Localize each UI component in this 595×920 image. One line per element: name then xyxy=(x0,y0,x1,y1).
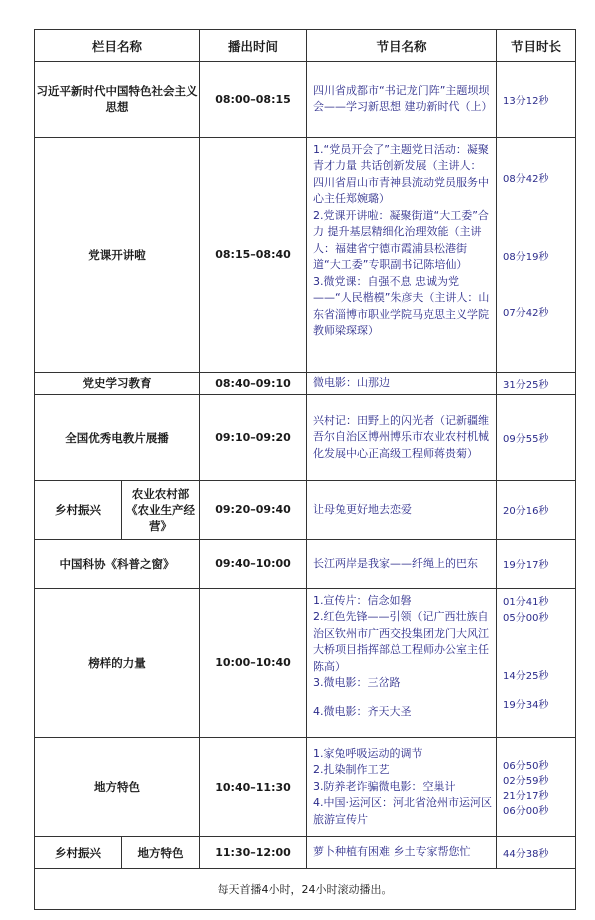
program-item: 2.扎染制作工艺 xyxy=(313,763,390,777)
table-row xyxy=(35,481,576,539)
duration: 05分00秒 xyxy=(503,612,549,624)
table-row xyxy=(35,373,576,395)
program-list xyxy=(307,588,497,737)
duration: 08分19秒 xyxy=(503,251,549,263)
duration-list xyxy=(497,137,576,372)
duration-list xyxy=(497,588,576,737)
duration: 01分41秒 xyxy=(503,596,549,608)
header-duration: 节目时长 xyxy=(497,30,576,62)
footer-note: 每天首播4小时，24小时滚动播出。 xyxy=(35,868,576,909)
duration: 19分34秒 xyxy=(503,699,549,711)
column-name: 乡村振兴 xyxy=(35,481,122,539)
duration: 13分12秒 xyxy=(497,62,576,137)
column-name: 党史学习教育 xyxy=(35,373,200,395)
header-program: 节目名称 xyxy=(307,30,497,62)
program-item: 3.微电影：三岔路 xyxy=(313,676,401,690)
table-row xyxy=(35,539,576,588)
air-time: 11:30–12:00 xyxy=(200,837,307,868)
column-name: 乡村振兴 xyxy=(35,837,122,868)
table-row xyxy=(35,62,576,137)
duration: 08分42秒 xyxy=(503,173,549,185)
program-item: 3.微党课：自强不息 忠诚为党——“人民楷模”朱彦夫（主讲人：山东省淄博市职业学院马克思主义学院教师梁琛琛） xyxy=(313,274,490,338)
air-time: 09:10–09:20 xyxy=(200,394,307,481)
program-item: 1.家兔呼吸运动的调节 xyxy=(313,746,423,760)
sub-column-name: 地方特色 xyxy=(122,837,200,868)
column-name: 习近平新时代中国特色社会主义思想 xyxy=(35,62,200,137)
footer-row xyxy=(35,868,576,909)
duration-list xyxy=(497,737,576,837)
column-name: 全国优秀电教片展播 xyxy=(35,394,200,481)
program-item: 2.党课开讲啦：凝聚街道“大工委”合力 提升基层精细化治理效能（主讲人：福建省宁德市霞浦县松港街道“大工委”专职副书记陈培仙） xyxy=(313,208,489,272)
sub-column-name: 农业农村部《农业生产经营》 xyxy=(122,481,200,539)
program-item: 1.宣传片：信念如磐 xyxy=(313,593,412,607)
table-row xyxy=(35,588,576,737)
duration: 09分55秒 xyxy=(497,394,576,481)
table-row xyxy=(35,137,576,372)
table-row xyxy=(35,737,576,837)
air-time: 08:00–08:15 xyxy=(200,62,307,137)
program-item: 3.防养老诈骗微电影：空巢计 xyxy=(313,779,456,793)
duration: 44分38秒 xyxy=(497,837,576,868)
duration: 14分25秒 xyxy=(503,670,549,682)
program-name: 萝卜种植有困难 乡土专家帮您忙 xyxy=(307,837,497,868)
column-name: 中国科协《科普之窗》 xyxy=(35,539,200,588)
column-name: 榜样的力量 xyxy=(35,588,200,737)
program-name: 兴村记：田野上的闪光者（记新疆维吾尔自治区博州博乐市农业农村机械化发展中心正高级工程师蒋贵菊） xyxy=(307,394,497,481)
program-item: 2.红色先锋——引领（记广西壮族自治区钦州市广西交投集团龙门大风江大桥项目指挥部总工程师办公室主任陈高） xyxy=(313,610,490,673)
table-row xyxy=(35,394,576,481)
duration: 31分25秒 xyxy=(497,373,576,395)
program-name: 让母兔更好地去恋爱 xyxy=(307,481,497,539)
program-item: 1.“党员开会了”主题党日活动：凝聚青才力量 共话创新发展（主讲人：四川省眉山市青神县流动党员服务中心主任郑婉璐） xyxy=(313,142,490,206)
schedule-table xyxy=(34,29,576,910)
duration: 20分16秒 xyxy=(497,481,576,539)
duration: 02分59秒 xyxy=(503,776,549,788)
air-time: 10:40–11:30 xyxy=(200,737,307,837)
column-name: 党课开讲啦 xyxy=(35,137,200,372)
air-time: 09:20–09:40 xyxy=(200,481,307,539)
table-row xyxy=(35,837,576,868)
header-column: 栏目名称 xyxy=(35,30,200,62)
program-name: 微电影：山那边 xyxy=(307,373,497,395)
duration: 06分50秒 xyxy=(503,761,549,773)
program-list xyxy=(307,737,497,837)
column-name: 地方特色 xyxy=(35,737,200,837)
program-name: 长江两岸是我家——纤绳上的巴东 xyxy=(307,539,497,588)
duration: 06分00秒 xyxy=(503,806,549,818)
duration: 21分17秒 xyxy=(503,791,549,803)
air-time: 09:40–10:00 xyxy=(200,539,307,588)
program-item: 4.中国·运河区：河北省沧州市运河区旅游宣传片 xyxy=(313,796,493,826)
program-item: 4.微电影：齐天大圣 xyxy=(313,704,412,718)
duration: 19分17秒 xyxy=(497,539,576,588)
header-row xyxy=(35,30,576,62)
air-time: 10:00–10:40 xyxy=(200,588,307,737)
program-name: 四川省成都市“书记龙门阵”主题坝坝会——学习新思想 建功新时代（上） xyxy=(307,62,497,137)
duration: 07分42秒 xyxy=(503,307,549,319)
air-time: 08:40–09:10 xyxy=(200,373,307,395)
air-time: 08:15–08:40 xyxy=(200,137,307,372)
program-list xyxy=(307,137,497,372)
header-time: 播出时间 xyxy=(200,30,307,62)
